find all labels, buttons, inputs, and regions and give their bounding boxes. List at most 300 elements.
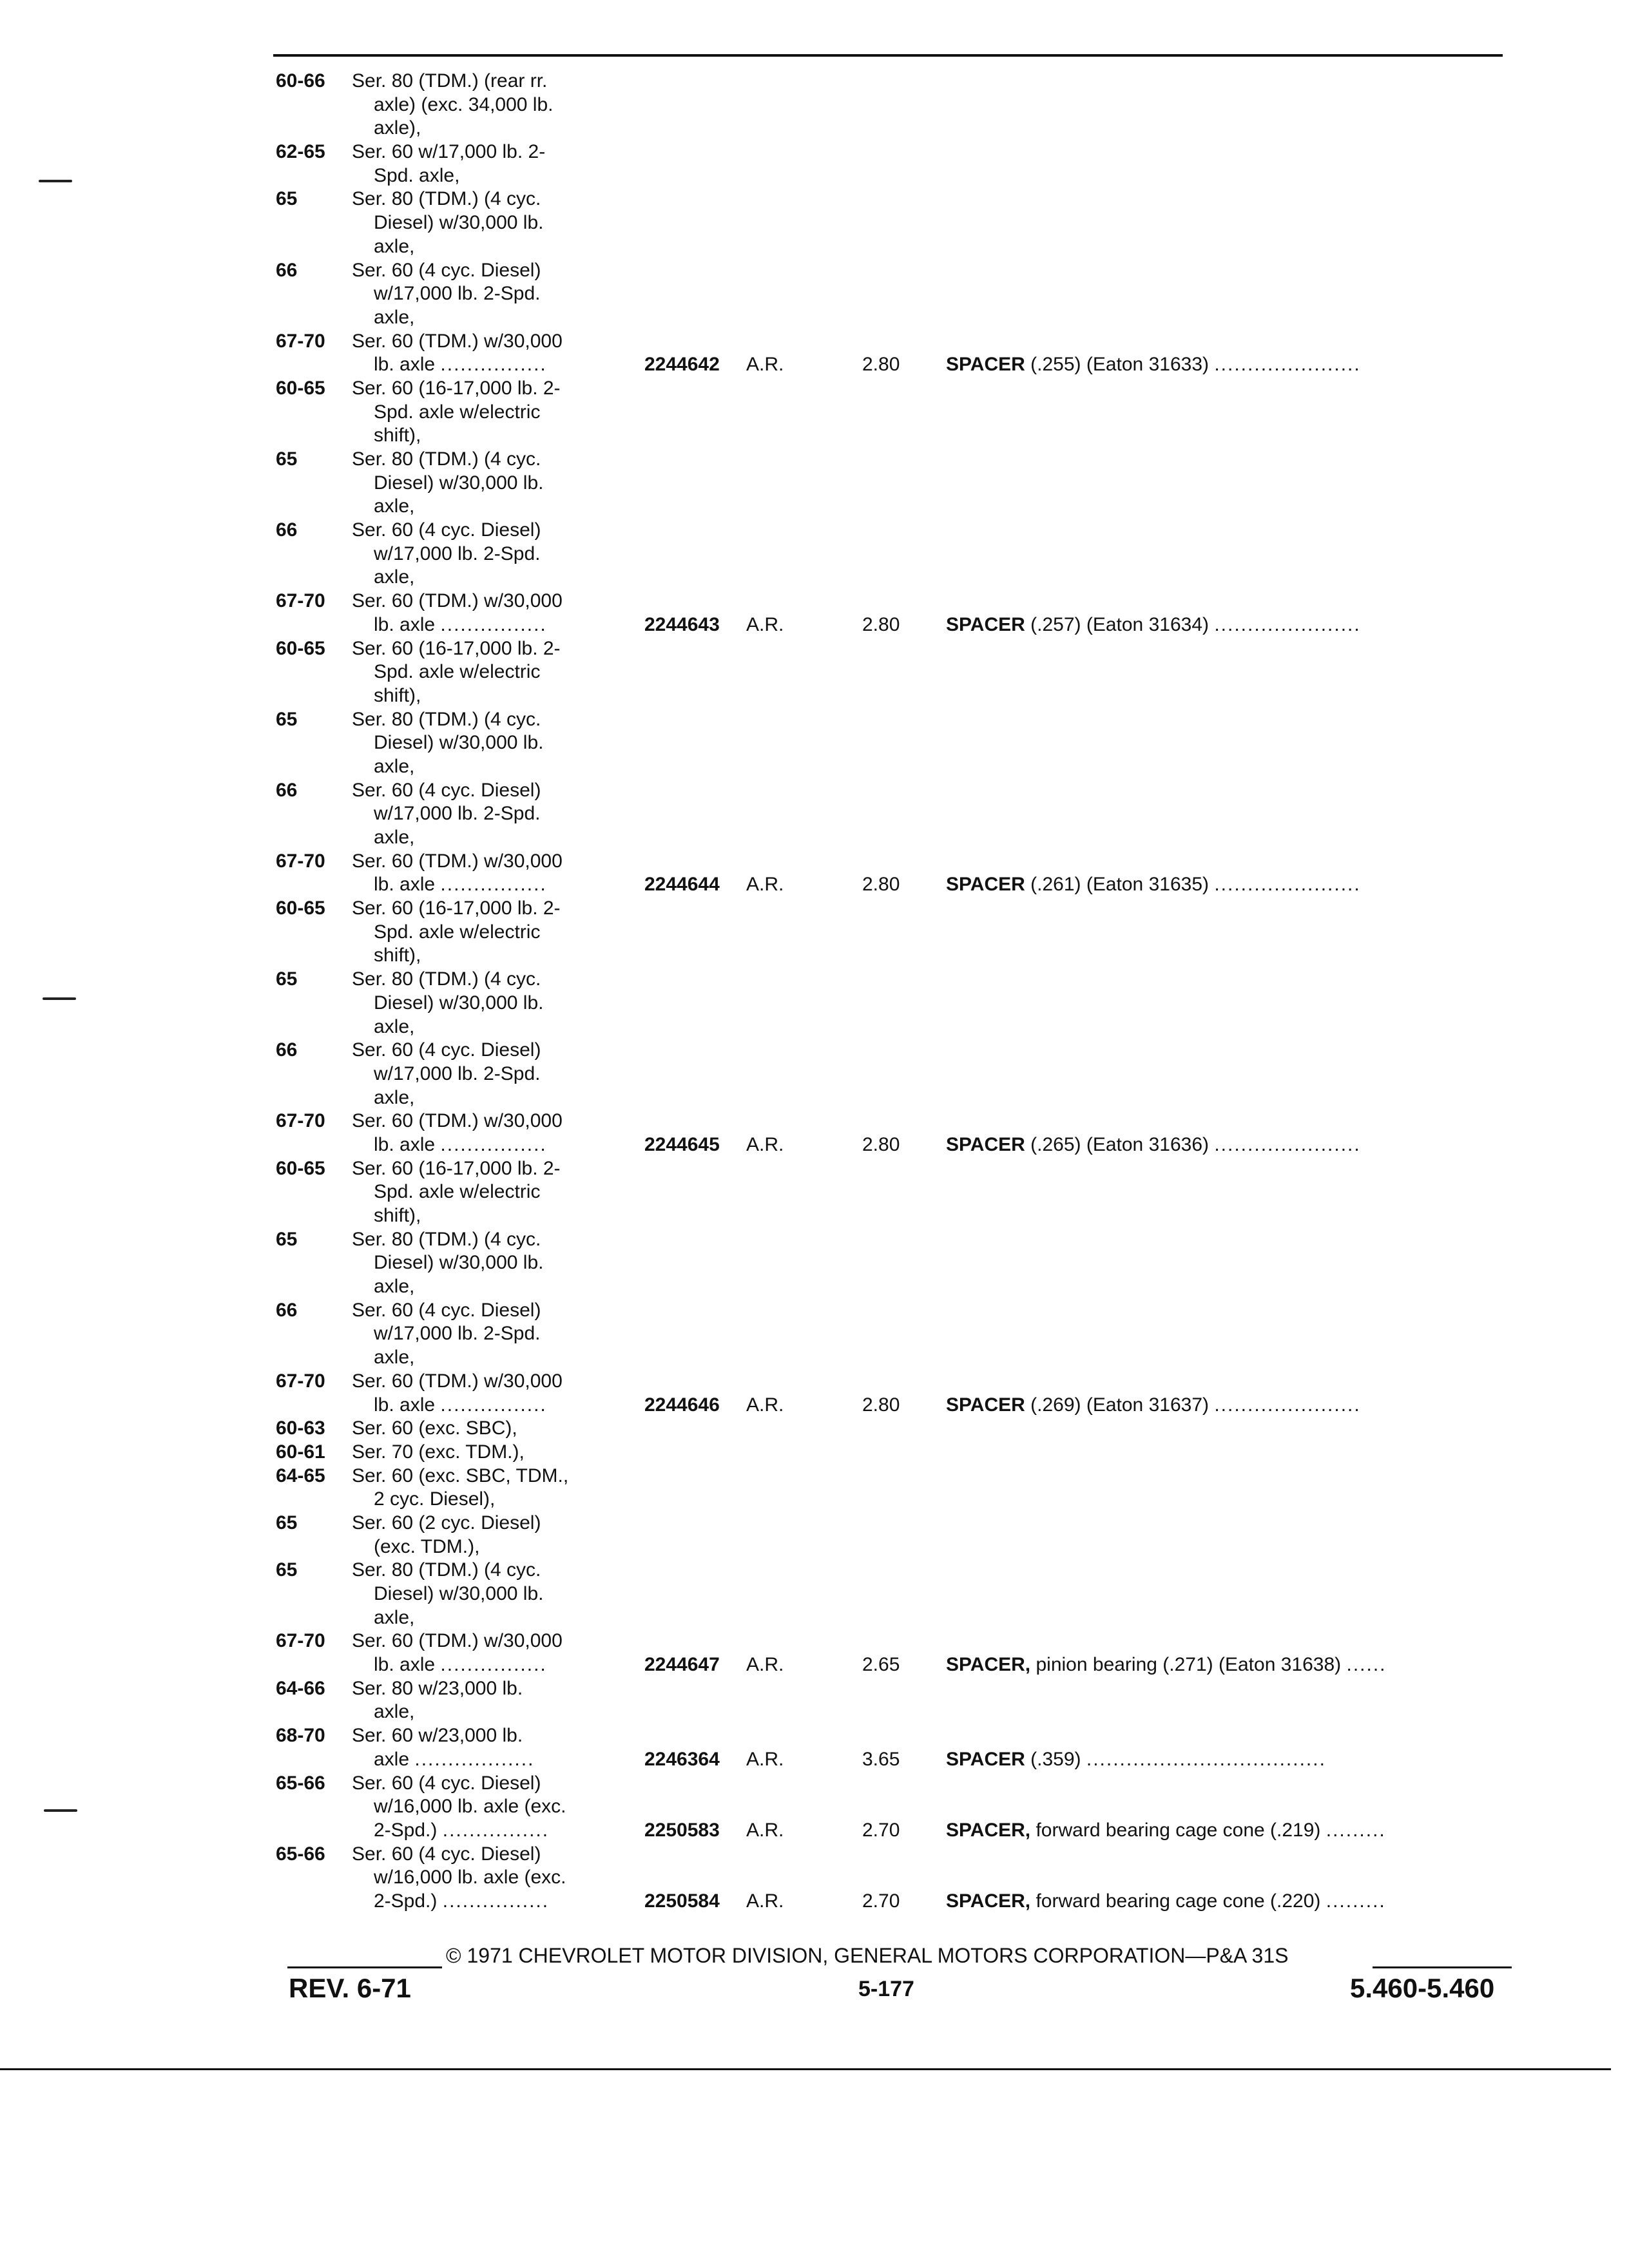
application-description bbox=[374, 1086, 414, 1110]
application-row bbox=[276, 708, 1532, 732]
description-text: Spd. axle w/electric bbox=[374, 661, 541, 683]
margin-mark bbox=[39, 180, 72, 182]
application-row bbox=[276, 70, 1532, 93]
application-description bbox=[352, 259, 541, 283]
application-description bbox=[374, 1133, 547, 1157]
description-text: w/17,000 lb. 2-Spd. bbox=[374, 543, 541, 564]
page-number: 5-177 bbox=[858, 1977, 914, 2001]
application-description bbox=[352, 70, 547, 93]
application-description bbox=[352, 708, 541, 732]
application-description bbox=[374, 921, 540, 945]
application-description bbox=[374, 211, 543, 235]
description-text: axle, bbox=[374, 1347, 415, 1369]
application-description bbox=[352, 140, 545, 164]
application-description bbox=[374, 495, 414, 519]
description-text: axle, bbox=[374, 827, 415, 848]
application-row bbox=[276, 1535, 1532, 1559]
application-row bbox=[276, 1606, 1532, 1630]
model-years: 65 bbox=[276, 1228, 298, 1250]
application-row bbox=[276, 1724, 1532, 1748]
description-text: Diesel) w/30,000 lb. bbox=[374, 1252, 544, 1274]
description-text: shift), bbox=[374, 1205, 421, 1226]
part-row bbox=[276, 1133, 1532, 1157]
application-row bbox=[276, 1228, 1532, 1252]
model-years: 66 bbox=[276, 779, 298, 801]
application-row bbox=[276, 779, 1532, 803]
quantity: A.R. bbox=[746, 1133, 784, 1155]
application-row bbox=[276, 1322, 1532, 1346]
model-years: 66 bbox=[276, 519, 298, 541]
dot-leader: ...................... bbox=[1214, 1394, 1361, 1416]
description-text: lb. axle bbox=[374, 874, 436, 896]
footer-rule-left bbox=[287, 1966, 442, 1968]
dot-leader: ................ bbox=[442, 1890, 550, 1912]
application-description bbox=[374, 566, 414, 590]
description-text: Diesel) w/30,000 lb. bbox=[374, 732, 544, 754]
part-number: 2250584 bbox=[644, 1890, 720, 1912]
description-text: Ser. 80 (TDM.) (4 cyc. bbox=[352, 448, 541, 470]
description-text: lb. axle bbox=[374, 1133, 436, 1155]
description-text: Ser. 60 (2 cyc. Diesel) bbox=[352, 1512, 541, 1533]
application-description bbox=[352, 590, 563, 613]
application-description bbox=[374, 1890, 549, 1914]
item-description bbox=[946, 873, 1361, 897]
dot-leader: ...................... bbox=[1214, 354, 1361, 376]
description-text: w/16,000 lb. axle (exc. bbox=[374, 1867, 566, 1888]
application-description bbox=[374, 1582, 543, 1606]
price: 2.80 bbox=[862, 1394, 900, 1416]
application-row bbox=[276, 424, 1532, 448]
application-row bbox=[276, 944, 1532, 968]
description-text: axle, bbox=[374, 495, 415, 517]
application-row bbox=[276, 1110, 1532, 1133]
model-years: 66 bbox=[276, 1299, 298, 1321]
application-description bbox=[374, 1204, 421, 1228]
description-text: Ser. 80 w/23,000 lb. bbox=[352, 1677, 523, 1699]
application-row bbox=[276, 1015, 1532, 1039]
item-description bbox=[946, 1890, 1386, 1914]
description-text: Ser. 80 (TDM.) (4 cyc. bbox=[352, 1559, 541, 1581]
dot-leader: ................ bbox=[440, 874, 547, 896]
application-description bbox=[374, 826, 414, 850]
application-row bbox=[276, 401, 1532, 425]
application-description bbox=[352, 637, 561, 661]
application-row bbox=[276, 590, 1532, 613]
application-description bbox=[374, 1180, 540, 1204]
application-row bbox=[276, 637, 1532, 661]
application-description bbox=[374, 235, 414, 259]
description-text: Ser. 60 (4 cyc. Diesel) bbox=[352, 519, 541, 541]
quantity: A.R. bbox=[746, 1654, 784, 1676]
description-text: Ser. 70 (exc. TDM.), bbox=[352, 1441, 525, 1463]
footer-copyright: © 1971 CHEVROLET MOTOR DIVISION, GENERAL MOTORS CORPORATION—P&A 31S bbox=[446, 1944, 1289, 1967]
description-text: 2-Spd.) bbox=[374, 1819, 438, 1841]
parts-listing bbox=[276, 70, 1532, 1914]
part-row bbox=[276, 1748, 1532, 1772]
description-text: lb. axle bbox=[374, 1654, 436, 1676]
application-row bbox=[276, 1843, 1532, 1867]
description-text: axle, bbox=[374, 755, 415, 777]
description-text: lb. axle bbox=[374, 613, 436, 635]
description-text: Spd. axle w/electric bbox=[374, 1181, 541, 1203]
description-text: lb. axle bbox=[374, 354, 436, 376]
model-years: 68-70 bbox=[276, 1725, 325, 1747]
description-text: shift), bbox=[374, 425, 421, 447]
quantity: A.R. bbox=[746, 354, 784, 376]
description-text: (exc. TDM.), bbox=[374, 1535, 480, 1557]
dot-leader: ...................... bbox=[1214, 874, 1361, 896]
model-years: 65-66 bbox=[276, 1843, 325, 1865]
description-text: Ser. 60 (4 cyc. Diesel) bbox=[352, 1772, 541, 1794]
application-row bbox=[276, 1251, 1532, 1275]
application-row bbox=[276, 731, 1532, 755]
dot-leader: ................ bbox=[440, 613, 547, 635]
application-row bbox=[276, 1559, 1532, 1582]
model-years: 60-61 bbox=[276, 1441, 325, 1463]
description-text: axle, bbox=[374, 235, 415, 257]
item-name: SPACER bbox=[946, 354, 1025, 376]
model-years: 64-66 bbox=[276, 1677, 325, 1699]
dot-leader: .................. bbox=[414, 1748, 535, 1770]
application-description bbox=[352, 1465, 568, 1488]
application-description bbox=[374, 1251, 543, 1275]
application-row bbox=[276, 1700, 1532, 1724]
application-row bbox=[276, 495, 1532, 519]
model-years: 60-63 bbox=[276, 1418, 325, 1439]
application-description bbox=[352, 1724, 523, 1748]
application-description bbox=[374, 802, 541, 826]
application-row bbox=[276, 1346, 1532, 1370]
item-name: SPACER bbox=[946, 1748, 1025, 1770]
description-text: Ser. 60 (16-17,000 lb. 2- bbox=[352, 1157, 561, 1179]
application-description bbox=[352, 1559, 541, 1582]
model-years: 66 bbox=[276, 259, 298, 281]
application-description bbox=[352, 1512, 541, 1535]
description-text: Ser. 60 w/17,000 lb. 2- bbox=[352, 141, 546, 163]
description-text: axle, bbox=[374, 566, 415, 588]
item-description bbox=[946, 613, 1361, 637]
application-description bbox=[374, 1748, 534, 1772]
price: 2.80 bbox=[862, 874, 900, 896]
application-description bbox=[374, 1322, 541, 1346]
price: 3.65 bbox=[862, 1748, 900, 1770]
application-description bbox=[374, 684, 421, 708]
dot-leader: ...... bbox=[1346, 1654, 1387, 1676]
application-description bbox=[374, 1866, 566, 1890]
dot-leader: ................ bbox=[442, 1819, 550, 1841]
model-years: 66 bbox=[276, 1039, 298, 1061]
application-row bbox=[276, 850, 1532, 874]
application-row bbox=[276, 992, 1532, 1015]
part-number: 2244643 bbox=[644, 613, 720, 635]
application-row bbox=[276, 472, 1532, 495]
application-row bbox=[276, 1299, 1532, 1323]
application-row bbox=[276, 566, 1532, 590]
description-text: Diesel) w/30,000 lb. bbox=[374, 992, 544, 1014]
item-name: SPACER, bbox=[946, 1890, 1031, 1912]
price: 2.70 bbox=[862, 1890, 900, 1912]
description-text: Ser. 80 (TDM.) (4 cyc. bbox=[352, 708, 541, 730]
application-row bbox=[276, 684, 1532, 708]
model-years: 65-66 bbox=[276, 1772, 325, 1794]
application-row bbox=[276, 140, 1532, 164]
model-years: 67-70 bbox=[276, 330, 325, 352]
application-row bbox=[276, 377, 1532, 401]
description-text: shift), bbox=[374, 945, 421, 966]
application-description bbox=[374, 353, 547, 377]
application-row bbox=[276, 968, 1532, 992]
description-text: Ser. 60 w/23,000 lb. bbox=[352, 1725, 523, 1747]
margin-mark bbox=[44, 1809, 77, 1812]
application-row bbox=[276, 1772, 1532, 1796]
quantity: A.R. bbox=[746, 1394, 784, 1416]
item-detail: (.359) bbox=[1025, 1748, 1081, 1770]
description-text: axle, bbox=[374, 1086, 415, 1108]
application-row bbox=[276, 1441, 1532, 1465]
part-number: 2246364 bbox=[644, 1748, 720, 1770]
application-row bbox=[276, 1465, 1532, 1488]
item-name: SPACER, bbox=[946, 1654, 1031, 1676]
application-description bbox=[374, 401, 540, 425]
part-row bbox=[276, 353, 1532, 377]
price: 2.80 bbox=[862, 354, 900, 376]
model-years: 67-70 bbox=[276, 1110, 325, 1132]
application-description bbox=[352, 377, 561, 401]
application-description bbox=[374, 282, 541, 306]
application-description bbox=[352, 519, 541, 543]
application-description bbox=[352, 850, 563, 874]
revision-label: REV. 6-71 bbox=[289, 1973, 411, 2003]
application-row bbox=[276, 1795, 1532, 1819]
quantity: A.R. bbox=[746, 613, 784, 635]
part-number: 2244642 bbox=[644, 354, 720, 376]
part-row bbox=[276, 1394, 1532, 1418]
application-description bbox=[352, 1299, 541, 1323]
application-description bbox=[374, 472, 543, 495]
application-row bbox=[276, 1204, 1532, 1228]
application-row bbox=[276, 93, 1532, 117]
application-row bbox=[276, 1488, 1532, 1512]
description-text: Ser. 60 (exc. SBC), bbox=[352, 1418, 517, 1439]
dot-leader: ................ bbox=[440, 1133, 547, 1155]
dot-leader: ...................... bbox=[1214, 1133, 1361, 1155]
quantity: A.R. bbox=[746, 1819, 784, 1841]
application-row bbox=[276, 826, 1532, 850]
application-row bbox=[276, 543, 1532, 566]
model-years: 65 bbox=[276, 1512, 298, 1533]
description-text: lb. axle bbox=[374, 1394, 436, 1416]
application-description bbox=[352, 1441, 525, 1465]
model-years: 60-65 bbox=[276, 637, 325, 659]
part-row bbox=[276, 1653, 1532, 1677]
application-description bbox=[374, 1795, 566, 1819]
description-text: Ser. 80 (TDM.) (4 cyc. bbox=[352, 968, 541, 990]
model-years: 65 bbox=[276, 968, 298, 990]
description-text: Ser. 60 (TDM.) w/30,000 bbox=[352, 850, 563, 872]
application-row bbox=[276, 660, 1532, 684]
item-description bbox=[946, 1819, 1386, 1843]
description-text: Ser. 60 (4 cyc. Diesel) bbox=[352, 779, 541, 801]
application-description bbox=[374, 731, 543, 755]
application-description bbox=[352, 897, 561, 921]
item-detail: (.255) (Eaton 31633) bbox=[1025, 354, 1209, 376]
item-description bbox=[946, 1394, 1361, 1418]
application-description bbox=[352, 1772, 541, 1796]
part-number: 2244646 bbox=[644, 1394, 720, 1416]
description-text: w/17,000 lb. 2-Spd. bbox=[374, 1323, 541, 1345]
price: 2.80 bbox=[862, 613, 900, 635]
application-description bbox=[352, 1157, 561, 1181]
top-rule bbox=[273, 54, 1503, 57]
application-row bbox=[276, 1417, 1532, 1441]
bottom-rule bbox=[0, 2068, 1611, 2070]
application-description bbox=[352, 330, 563, 354]
application-description bbox=[352, 448, 541, 472]
quantity: A.R. bbox=[746, 874, 784, 896]
item-detail: pinion bearing (.271) (Eaton 31638) bbox=[1030, 1654, 1342, 1676]
application-description bbox=[352, 968, 541, 992]
description-text: axle, bbox=[374, 1015, 415, 1037]
model-years: 65 bbox=[276, 188, 298, 210]
dot-leader: ................ bbox=[440, 1394, 547, 1416]
part-number: 2244644 bbox=[644, 874, 720, 896]
application-row bbox=[276, 187, 1532, 211]
application-row bbox=[276, 164, 1532, 188]
application-description bbox=[352, 1110, 563, 1133]
application-description bbox=[374, 543, 541, 566]
model-years: 60-66 bbox=[276, 70, 325, 91]
dot-leader: ......... bbox=[1325, 1890, 1386, 1912]
description-text: w/17,000 lb. 2-Spd. bbox=[374, 1062, 541, 1084]
application-description bbox=[352, 1370, 563, 1394]
part-row bbox=[276, 873, 1532, 897]
model-years: 67-70 bbox=[276, 850, 325, 872]
application-description bbox=[352, 1417, 517, 1441]
description-text: Ser. 60 (4 cyc. Diesel) bbox=[352, 259, 541, 281]
dot-leader: ......... bbox=[1325, 1819, 1386, 1841]
application-description bbox=[374, 117, 421, 140]
part-number: 2244647 bbox=[644, 1654, 720, 1676]
application-row bbox=[276, 306, 1532, 330]
application-description bbox=[374, 992, 543, 1015]
description-text: Diesel) w/30,000 lb. bbox=[374, 1583, 544, 1604]
description-text: axle, bbox=[374, 1701, 415, 1723]
application-description bbox=[374, 613, 547, 637]
description-text: Spd. axle w/electric bbox=[374, 921, 541, 943]
application-description bbox=[374, 424, 421, 448]
quantity: A.R. bbox=[746, 1890, 784, 1912]
application-row bbox=[276, 802, 1532, 826]
application-description bbox=[374, 1015, 414, 1039]
description-text: Ser. 80 (TDM.) (rear rr. bbox=[352, 70, 548, 91]
application-description bbox=[374, 873, 547, 897]
model-years: 62-65 bbox=[276, 141, 325, 163]
dot-leader: ................ bbox=[440, 354, 547, 376]
section-code: 5.460-5.460 bbox=[1350, 1973, 1495, 2003]
application-description bbox=[374, 1653, 547, 1677]
item-detail: (.261) (Eaton 31635) bbox=[1025, 874, 1209, 896]
application-row bbox=[276, 448, 1532, 472]
description-text: Ser. 60 (TDM.) w/30,000 bbox=[352, 590, 563, 612]
dot-leader: .................................... bbox=[1086, 1748, 1326, 1770]
item-description bbox=[946, 353, 1361, 377]
application-row bbox=[276, 1866, 1532, 1890]
application-row bbox=[276, 1582, 1532, 1606]
footer-rule-right bbox=[1373, 1966, 1512, 1968]
model-years: 65 bbox=[276, 1559, 298, 1581]
application-row bbox=[276, 282, 1532, 306]
item-description bbox=[946, 1653, 1387, 1677]
quantity: A.R. bbox=[746, 1748, 784, 1770]
description-text: axle), bbox=[374, 117, 421, 139]
application-description bbox=[352, 1039, 541, 1062]
description-text: w/16,000 lb. axle (exc. bbox=[374, 1796, 566, 1818]
item-name: SPACER bbox=[946, 1394, 1025, 1416]
application-row bbox=[276, 117, 1532, 140]
description-text: Ser. 60 (16-17,000 lb. 2- bbox=[352, 637, 561, 659]
description-text: Ser. 60 (4 cyc. Diesel) bbox=[352, 1843, 541, 1865]
margin-mark bbox=[43, 997, 76, 1000]
description-text: w/17,000 lb. 2-Spd. bbox=[374, 283, 541, 305]
application-description bbox=[374, 1819, 549, 1843]
application-row bbox=[276, 1370, 1532, 1394]
dot-leader: ...................... bbox=[1214, 613, 1361, 635]
application-row bbox=[276, 1157, 1532, 1181]
application-row bbox=[276, 211, 1532, 235]
model-years: 65 bbox=[276, 448, 298, 470]
application-row bbox=[276, 1062, 1532, 1086]
description-text: Diesel) w/30,000 lb. bbox=[374, 212, 544, 234]
description-text: 2-Spd.) bbox=[374, 1890, 438, 1912]
application-description bbox=[352, 1677, 523, 1701]
application-description bbox=[374, 93, 553, 117]
application-description bbox=[374, 1275, 414, 1299]
application-description bbox=[352, 1228, 541, 1252]
application-description bbox=[374, 1394, 547, 1418]
description-text: Ser. 60 (TDM.) w/30,000 bbox=[352, 1370, 563, 1392]
application-description bbox=[374, 660, 540, 684]
item-name: SPACER bbox=[946, 874, 1025, 896]
application-row bbox=[276, 921, 1532, 945]
item-name: SPACER bbox=[946, 1133, 1025, 1155]
application-row bbox=[276, 330, 1532, 354]
description-text: axle bbox=[374, 1748, 410, 1770]
description-text: Ser. 60 (16-17,000 lb. 2- bbox=[352, 377, 561, 399]
description-text: axle, bbox=[374, 306, 415, 328]
description-text: axle, bbox=[374, 1276, 415, 1298]
item-detail: forward bearing cage cone (.219) bbox=[1030, 1819, 1321, 1841]
item-detail: (.269) (Eaton 31637) bbox=[1025, 1394, 1209, 1416]
application-row bbox=[276, 235, 1532, 259]
description-text: axle, bbox=[374, 1606, 415, 1628]
description-text: axle) (exc. 34,000 lb. bbox=[374, 93, 554, 115]
dot-leader: ................ bbox=[440, 1654, 547, 1676]
description-text: w/17,000 lb. 2-Spd. bbox=[374, 803, 541, 825]
application-row bbox=[276, 1180, 1532, 1204]
description-text: Ser. 60 (TDM.) w/30,000 bbox=[352, 1110, 563, 1132]
description-text: 2 cyc. Diesel), bbox=[374, 1488, 496, 1510]
application-row bbox=[276, 1512, 1532, 1535]
model-years: 60-65 bbox=[276, 377, 325, 399]
application-row bbox=[276, 1275, 1532, 1299]
application-description bbox=[352, 1629, 563, 1653]
description-text: Ser. 60 (exc. SBC, TDM., bbox=[352, 1465, 569, 1486]
application-description bbox=[374, 944, 421, 968]
model-years: 67-70 bbox=[276, 590, 325, 612]
model-years: 65 bbox=[276, 708, 298, 730]
description-text: shift), bbox=[374, 684, 421, 706]
item-detail: forward bearing cage cone (.220) bbox=[1030, 1890, 1321, 1912]
